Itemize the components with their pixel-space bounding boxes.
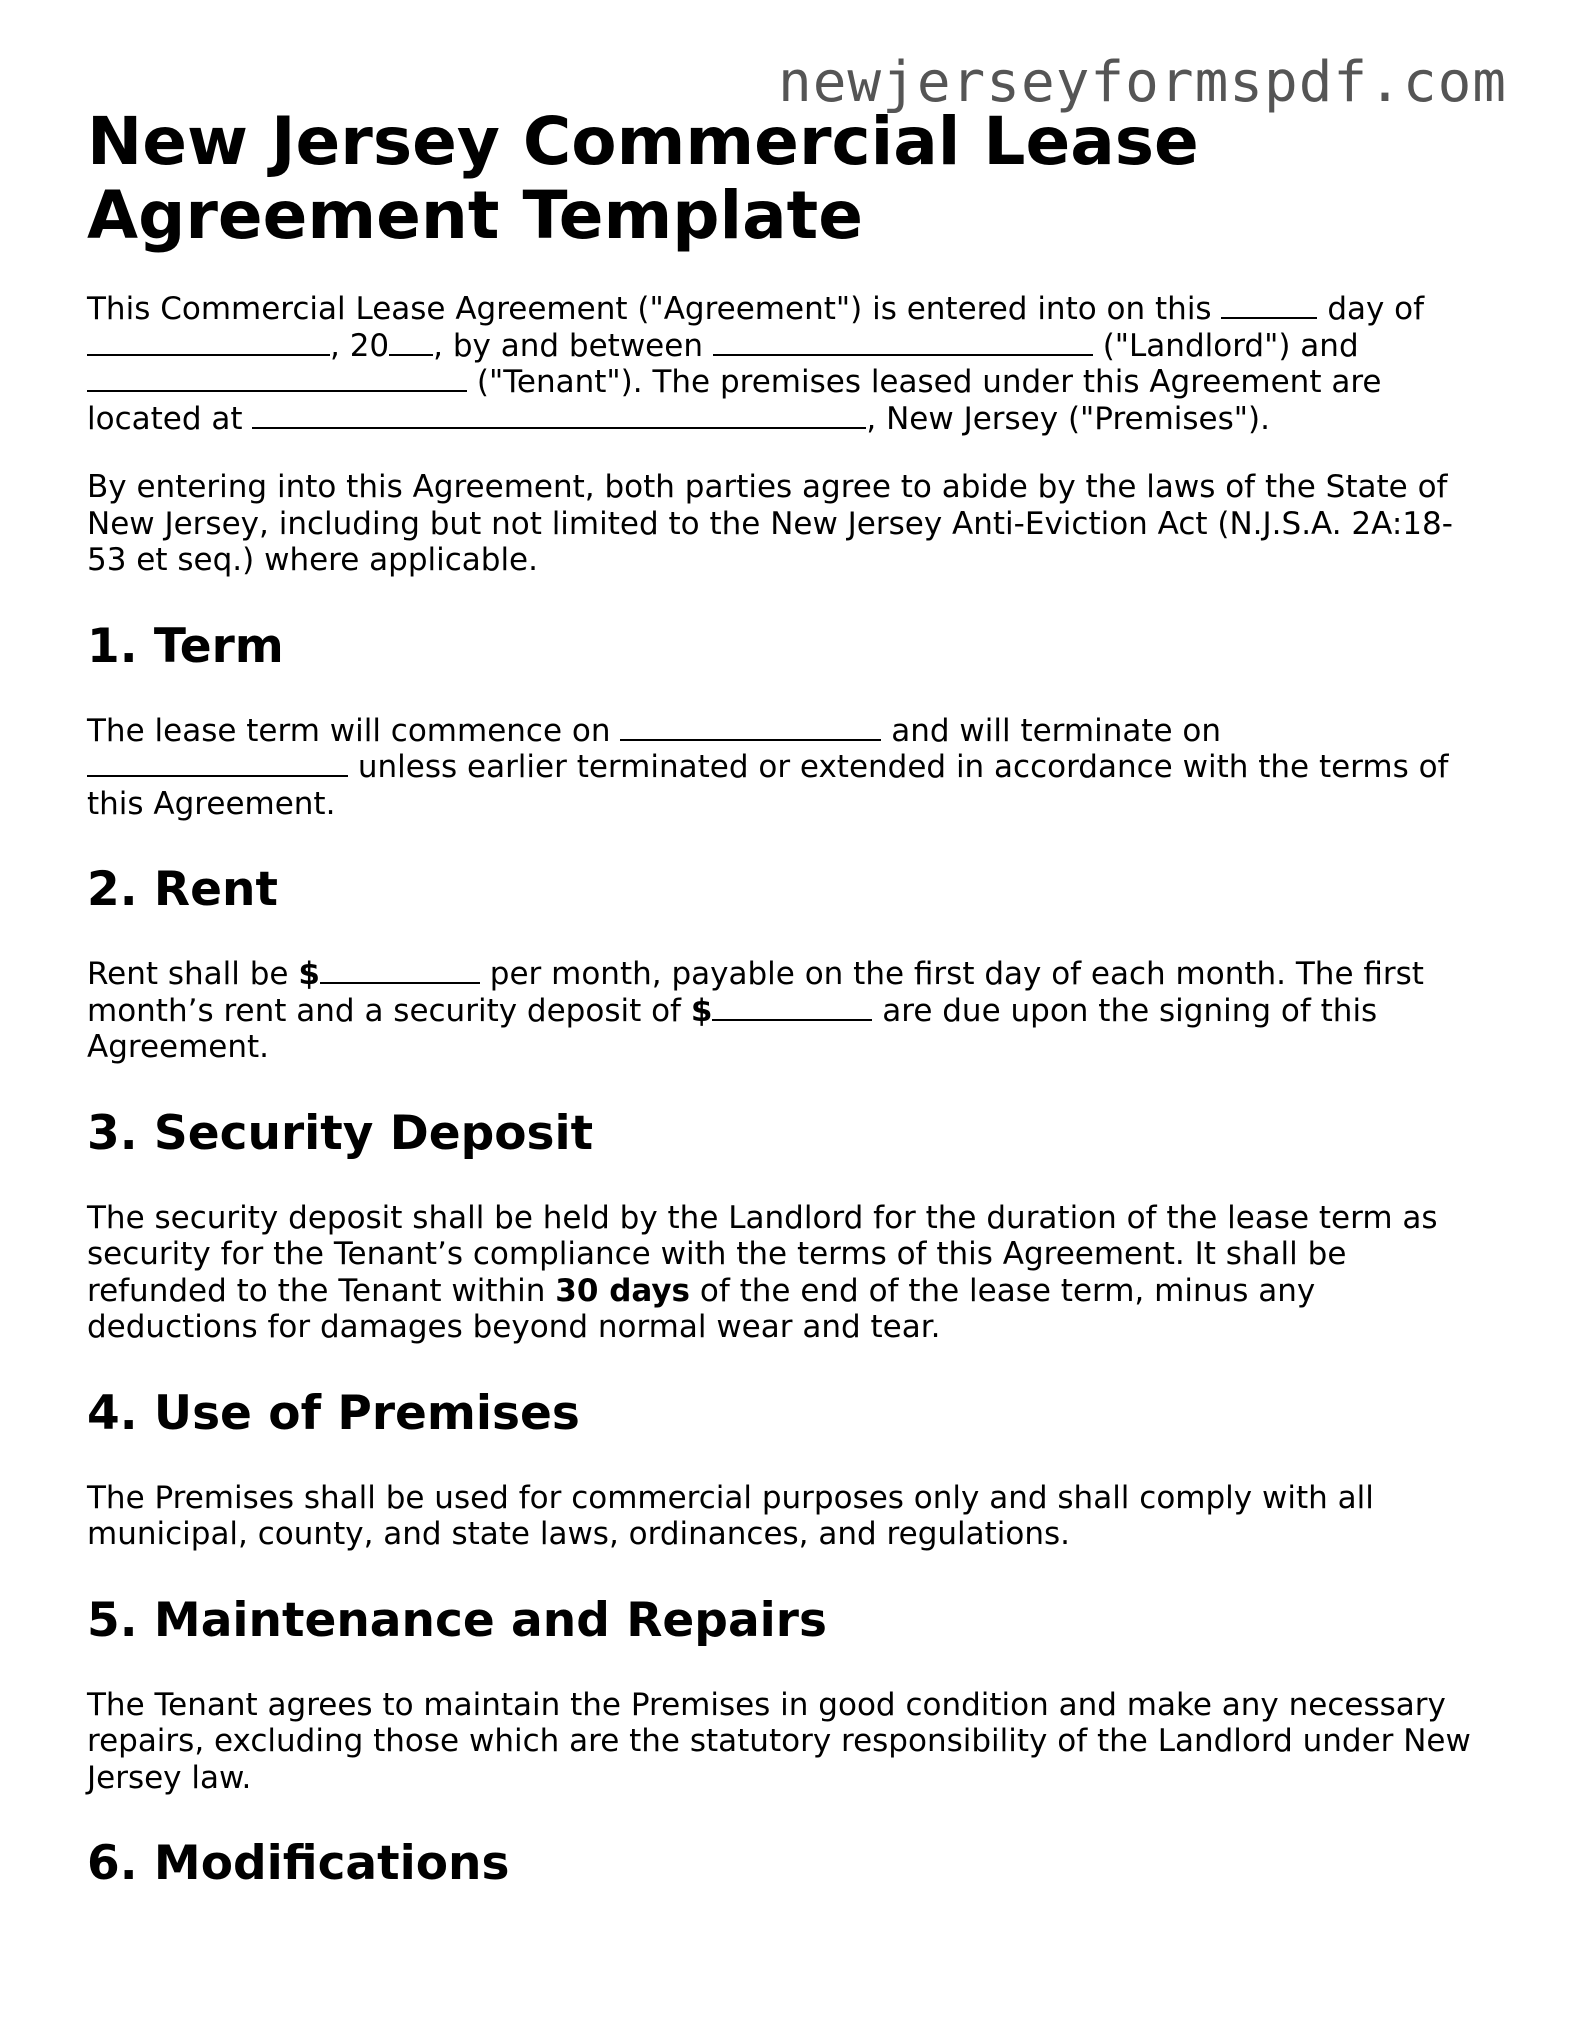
intro-text-7: , New Jersey ("Premises").: [866, 400, 1270, 437]
month-blank: [87, 328, 330, 356]
intro-text-5: ("Landlord") and: [1102, 327, 1359, 364]
section-heading: 2. Rent: [87, 862, 278, 917]
term-text-3: unless earlier terminated or extended in accordance with the terms of this Agreement.: [87, 749, 1449, 822]
intro-laws-paragraph: By entering into this Agreement, both parties agree to abide by the laws of the State of New Jersey, including but not limited to the New Jersey Anti-Eviction Act (N.J.S.A. 2A:18-53 et seq.) where applicable.: [87, 469, 1453, 578]
intro-text-4: , by and between: [433, 327, 703, 364]
section-rent: [87, 862, 1487, 1066]
section-heading: 4. Use of Premises: [87, 1385, 580, 1441]
deposit-amount-blank: [712, 993, 872, 1021]
rent-currency: $: [298, 956, 320, 992]
document-title: New Jersey Commercial Lease Agreement Template: [87, 103, 1199, 254]
section-term: [87, 619, 1487, 823]
landlord-name-blank: [713, 328, 1093, 356]
deposit-text-1: The security deposit shall be held by the Landlord for the duration of the lease term as security for the Tenant’s compliance with the terms of this Agreement. It shall be refunded to the Tenant within: [87, 1199, 1438, 1309]
section-text: The Premises shall be used for commercial purposes only and shall comply with all municipal, county, and state laws, ordinances, and regulations.: [87, 1479, 1374, 1552]
section-maintenance: [87, 1593, 1487, 1797]
term-text-1: The lease term will commence on: [87, 712, 611, 749]
watermark: newjerseyformspdf.com: [777, 50, 1507, 115]
section-heading: 3. Security Deposit: [87, 1105, 594, 1161]
terminate-date-blank: [87, 749, 348, 777]
rent-amount-blank: [320, 956, 480, 984]
premises-address-blank: [252, 401, 866, 429]
term-text-2: and will terminate on: [891, 712, 1222, 749]
section-heading: 5. Maintenance and Repairs: [87, 1592, 827, 1648]
deposit-text-2: of the end of the lease term, minus any deductions for damages beyond normal wear and tear.: [87, 1272, 1316, 1345]
intro-paragraph: [87, 291, 1487, 437]
tenant-name-blank: [87, 364, 467, 392]
section-text: [87, 956, 1487, 1066]
year-blank: [389, 328, 433, 356]
section-text: [87, 713, 1487, 823]
rent-text-2: per month, payable on the first day of each month. The first month’s rent and a security deposit of: [87, 956, 1424, 1029]
deposit-currency: $: [690, 992, 713, 1029]
section-security-deposit: [87, 1106, 1487, 1346]
document-page: [87, 0, 1487, 1892]
rent-text-3: are due upon the signing of this Agreement.: [87, 992, 1378, 1065]
intro-text-6: ("Tenant"). The premises leased under this Agreement are located at: [87, 364, 1382, 437]
day-blank: [1221, 291, 1317, 319]
refund-days: 30 days: [555, 1272, 691, 1309]
intro-text-2: day of: [1327, 291, 1425, 327]
section-text: [87, 1200, 1487, 1346]
section-heading: 6. Modifications: [87, 1836, 510, 1891]
section-use-of-premises: [87, 1386, 1487, 1553]
section-modifications: [87, 1836, 1487, 1892]
commence-date-blank: [620, 713, 881, 741]
intro-text-3: , 20: [330, 327, 390, 364]
section-text: The Tenant agrees to maintain the Premises in good condition and make any necessary repairs, excluding those which are the statutory responsibility of the Landlord under New Jersey law.: [87, 1686, 1471, 1796]
rent-text-1: Rent shall be: [87, 956, 289, 992]
section-heading: 1. Term: [87, 618, 284, 674]
intro-text-1: This Commercial Lease Agreement ("Agreement") is entered into on this: [87, 291, 1212, 327]
